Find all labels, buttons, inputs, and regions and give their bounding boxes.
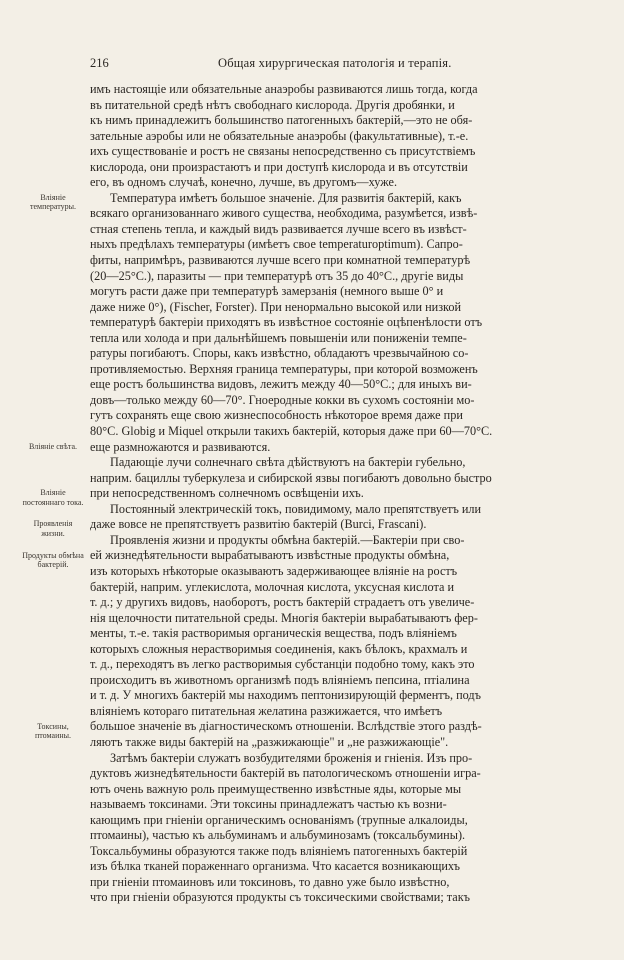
margin-note-manifestations: Проявленія жизни. (33, 519, 73, 538)
text-line: къ нимъ принадлежитъ большинство патогенныхъ бактерій,—это не обя- (90, 113, 473, 128)
text-line: Температура имѣетъ большое значеніе. Для развитія бактерій, какъ (110, 190, 462, 205)
text-line: кающимъ при гніеніи органическимъ основаніямъ (трупные алкалоиды, (90, 812, 468, 827)
margin-note-temperature: Вліяніе температуры. (29, 192, 77, 212)
text-line: при гніеніи птомаиновъ или токсиновъ, то давно уже было извѣстно, (90, 874, 450, 889)
text-line: могутъ расти даже при температурѣ замерзанія (немного выше 0° и (90, 284, 444, 299)
text-line: Проявленія жизни и продукты обмѣна бактерій.—Бактеріи при сво- (110, 532, 465, 547)
text-line: тепла или холода и при дальнѣйшемъ повышеніи или пониженіи темпе- (90, 330, 467, 345)
margin-note-light: Вліяніе свѣта. (28, 441, 78, 451)
text-line: зательные аэробы или не обязательные анаэробы (факультативные), т.-е. (90, 128, 469, 143)
text-line: ютъ очень важную роль преимущественно извѣстные яды, которые мы (90, 781, 462, 796)
text-line: Затѣмъ бактеріи служатъ возбудителями броженія и гніенія. Изъ про- (110, 750, 473, 765)
body-text (90, 82, 570, 906)
text-line: даже ниже 0°), (Fischer, Forster). При ненормально высокой или низкой (90, 299, 462, 314)
text-line: дуктовъ жизнедѣятельности бактерій въ патологическомъ отношеніи игра- (90, 766, 481, 781)
text-line: фиты, напримѣръ, развиваются лучше всего при комнатной температурѣ (90, 253, 471, 268)
text-line: и т. д. У многихъ бактерій мы находимъ пептонизирующій ферментъ, подъ (90, 688, 481, 703)
text-line: гутъ сохранять еще свою жизнеспособность нѣкоторое время даже при (90, 408, 463, 423)
text-line: менты, т.-е. такія растворимыя органическія вещества, подъ вліяніемъ (90, 626, 457, 641)
text-line: Токсальбумины образуются также подъ вліяніемъ патогенныхъ бактерій (90, 843, 468, 858)
text-line: его, въ одномъ случаѣ, конечно, лучше, въ другомъ—хуже. (90, 175, 398, 190)
text-line: при непосредственномъ солнечномъ освѣщеніи ихъ. (90, 486, 364, 501)
text-line: ихъ существованіе и ростъ не связаны непосредственно съ присутствіемъ (90, 144, 476, 159)
running-title: Общая хирургическая патологія и терапія. (218, 56, 452, 70)
text-line: наприм. бациллы туберкулеза и сибирской язвы погибаютъ довольно быстро (90, 470, 492, 485)
text-line: кислорода, они произрастаютъ и при доступѣ кислорода и въ отсутствіи (90, 159, 468, 174)
text-line: стная степень тепла, и каждый видъ развивается лучше всего въ извѣст- (90, 221, 467, 236)
text-line: изъ которыхъ нѣкоторые оказываютъ задерживающее вліяніе на ростъ (90, 563, 458, 578)
text-line: Постоянный электрическій токъ, повидимому, мало препятствуетъ или (110, 501, 482, 516)
text-line: даже вовсе не препятствуетъ развитію бактерій (Burci, Frascani). (90, 517, 427, 532)
page-number: 216 (90, 56, 109, 70)
text-line: температурѣ бактеріи приходятъ въ извѣстное состояніе оцѣпенѣлости отъ (90, 315, 483, 330)
text-line: которыхъ сложныя нерастворимыя соединенія, какъ бѣлокъ, крахмалъ и (90, 641, 468, 656)
text-line: ныхъ предѣлахъ температуры (имѣетъ свое temperaturoptimum). Сапро- (90, 237, 463, 252)
text-line: (20—25°С.), паразиты — при температурѣ отъ 35 до 40°С., другіе виды (90, 268, 464, 283)
margin-note-metabolism: Продукты обмѣна бактерій. (22, 550, 84, 569)
text-line: 80°С. Globig и Miquel открыли такихъ бактерій, которыя даже при 60—70°С. (90, 424, 493, 439)
text-line: противляемостью. Верхняя граница температуры, при которой возможенъ (90, 361, 478, 376)
text-line: имъ настоящіе или обязательные анаэробы развиваются лишь тогда, когда (90, 82, 478, 96)
text-line: что при гніеніи образуются продукты съ токсическими свойствами; такъ (90, 890, 471, 905)
text-line: называемъ токсинами. Эти токсины принадлежатъ частью къ возни- (90, 797, 447, 812)
text-line: еще размножаются и развиваются. (90, 439, 271, 454)
text-line: Падающіе лучи солнечнаго свѣта дѣйствуютъ на бактеріи губельно, (110, 455, 466, 470)
text-line: большое значеніе въ діагностическомъ отношеніи. Вслѣдствіе этого раздѣ- (90, 719, 482, 734)
text-line: изъ бѣлка тканей пораженнаго организма. Что касается возникающихъ (90, 859, 460, 874)
text-line: т. д., переходятъ въ легко растворимыя субстанціи подобно тому, какъ это (90, 657, 475, 672)
text-line: вліяніемъ котораго питательная желатина разжижается, что имѣетъ (90, 703, 443, 718)
text-line: ляютъ также виды бактерій на „разжижающіе" и „не разжижающіе". (90, 734, 449, 749)
text-line: нія щелочности питательной среды. Многія бактеріи вырабатываютъ фер- (90, 610, 478, 625)
text-line: ратуры погибаютъ. Споры, какъ извѣстно, обладаютъ чрезвычайною со- (90, 346, 469, 361)
text-line: въ питательной средѣ нѣтъ свободнаго кислорода. Другія дробянки, и (90, 97, 455, 112)
text-line: т. д.; у другихъ видовъ, наоборотъ, ростъ бактерій страдаетъ отъ увеличе- (90, 595, 475, 610)
text-line: происходитъ въ животномъ организмѣ подъ вліяніемъ пепсина, птіалина (90, 672, 470, 687)
margin-note-toxins: Токсины, птомаины. (34, 721, 71, 741)
margin-note-electric: Вліяніе постояннаго тока. (22, 488, 84, 507)
text-line: довъ—только между 60—70°. Гноеродные кокки въ сухомъ состояніи мо- (90, 392, 475, 407)
text-line: бактерій, наприм. углекислота, молочная кислота, уксусная кислота и (90, 579, 455, 594)
text-line: всякаго организованнаго живого существа, необходима, разумѣется, извѣ- (90, 206, 478, 221)
text-line: ей жизнедѣятельности вырабатываютъ извѣстные продукты обмѣна, (90, 548, 450, 563)
text-line: птомаины), частью къ альбуминамъ и альбуминозамъ (токсальбумины). (90, 828, 466, 843)
text-line: еще ростъ большинства видовъ, лежитъ между 40—50°С.; для иныхъ ви- (90, 377, 472, 392)
